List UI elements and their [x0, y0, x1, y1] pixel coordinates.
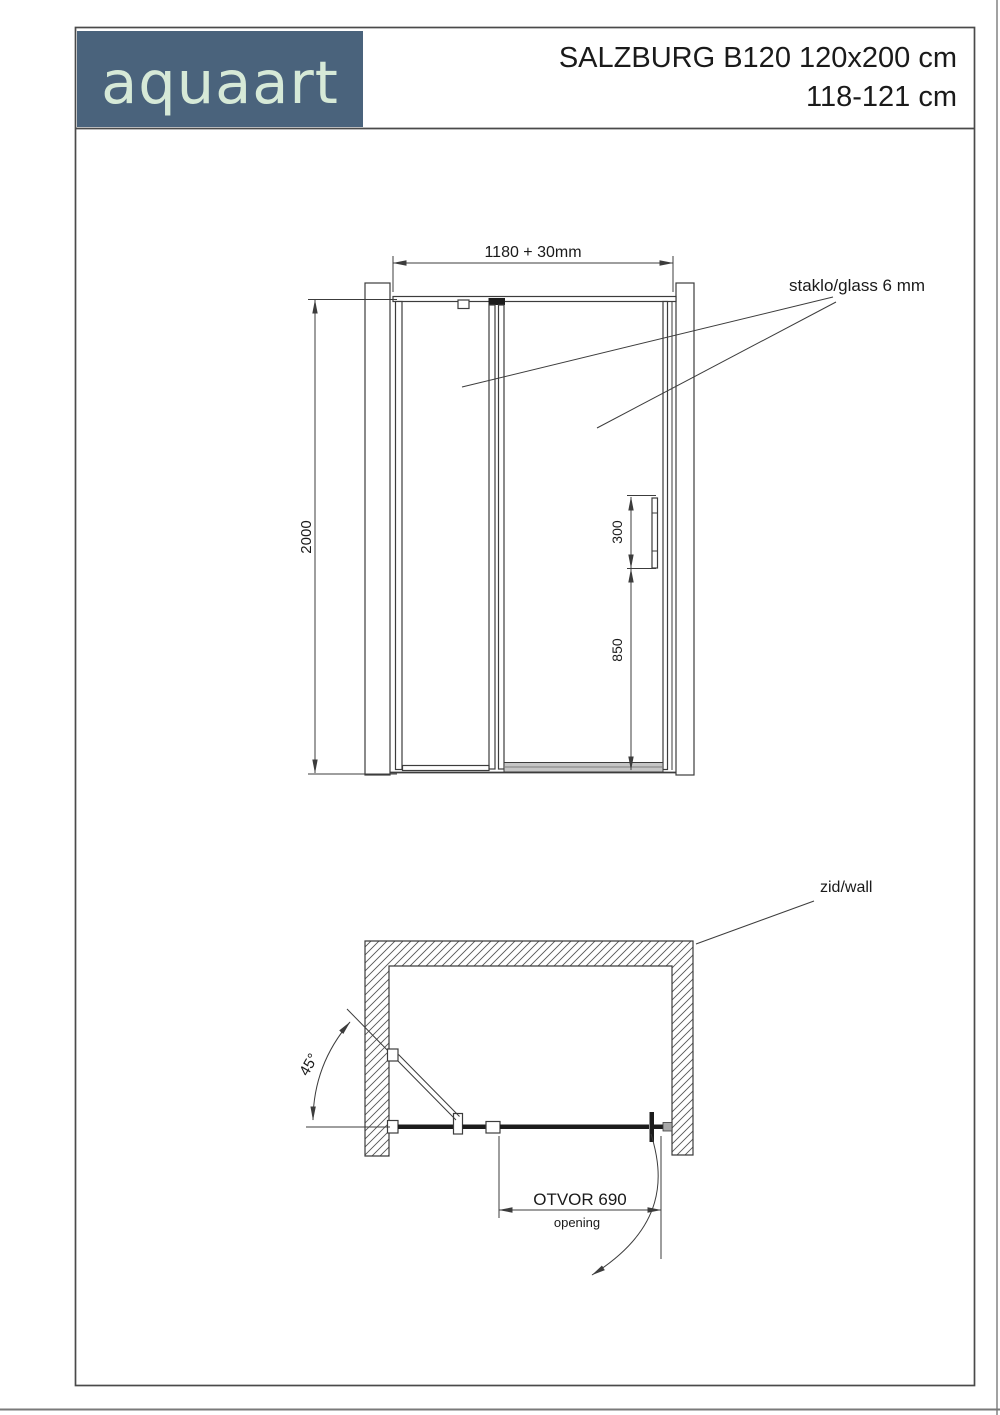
wall-leader — [696, 901, 814, 944]
logo-text: aquaart — [101, 48, 339, 117]
plan-wall-profile — [663, 1123, 672, 1132]
front-handle-height-dimension — [609, 569, 631, 770]
front-top-clip — [458, 300, 469, 309]
glass-label: staklo/glass 6 mm — [789, 276, 926, 295]
page-border — [76, 28, 975, 1386]
front-left-wall-profile — [365, 283, 390, 775]
plan-door-glass — [500, 1125, 649, 1130]
front-handle-height-text: 850 — [609, 638, 625, 662]
opening-sub-text: opening — [553, 1215, 601, 1230]
glass-leader-door — [597, 302, 836, 428]
front-hinge-cap — [489, 298, 506, 305]
plan-hinge — [486, 1122, 500, 1134]
front-width-dimension — [393, 244, 673, 292]
front-door-edge — [663, 302, 668, 770]
front-right-wall-profile — [676, 283, 694, 775]
plan-fixed-glass-2 — [463, 1125, 487, 1130]
front-top-bar — [393, 297, 676, 302]
front-door-handle — [652, 498, 658, 568]
front-handle-length-text: 300 — [609, 520, 625, 544]
front-fixed-glass-edge — [396, 302, 403, 770]
front-view — [298, 244, 925, 775]
header — [77, 31, 957, 127]
title-line1: SALZBURG B120 120x200 cm — [558, 42, 957, 74]
front-width-dim-text: 1180 + 30mm — [484, 244, 582, 261]
plan-door-edge — [654, 1125, 663, 1130]
plan-view — [296, 879, 872, 1275]
plan-wall — [365, 941, 693, 1156]
wall-label: zid/wall — [820, 879, 873, 896]
plan-support-bar — [347, 1009, 460, 1120]
title-line2: 118-121 cm — [806, 81, 957, 113]
plan-fixed-glass — [398, 1125, 454, 1130]
glass-leader-fixed — [462, 297, 833, 387]
front-hinge-profile-fixed — [489, 305, 495, 769]
front-hinge-profile-door — [499, 305, 505, 769]
support-bar-wall-bracket — [388, 1049, 399, 1061]
opening-dimension — [499, 1136, 661, 1259]
front-height-dim-text: 2000 — [298, 520, 315, 554]
front-fixed-bottom-rail — [403, 766, 490, 771]
angle-label: 45° — [296, 1050, 323, 1079]
front-handle-length-dimension — [609, 496, 656, 569]
plan-support-bar-fitting — [454, 1114, 463, 1135]
opening-dim-text: OTVOR 690 — [533, 1190, 627, 1209]
